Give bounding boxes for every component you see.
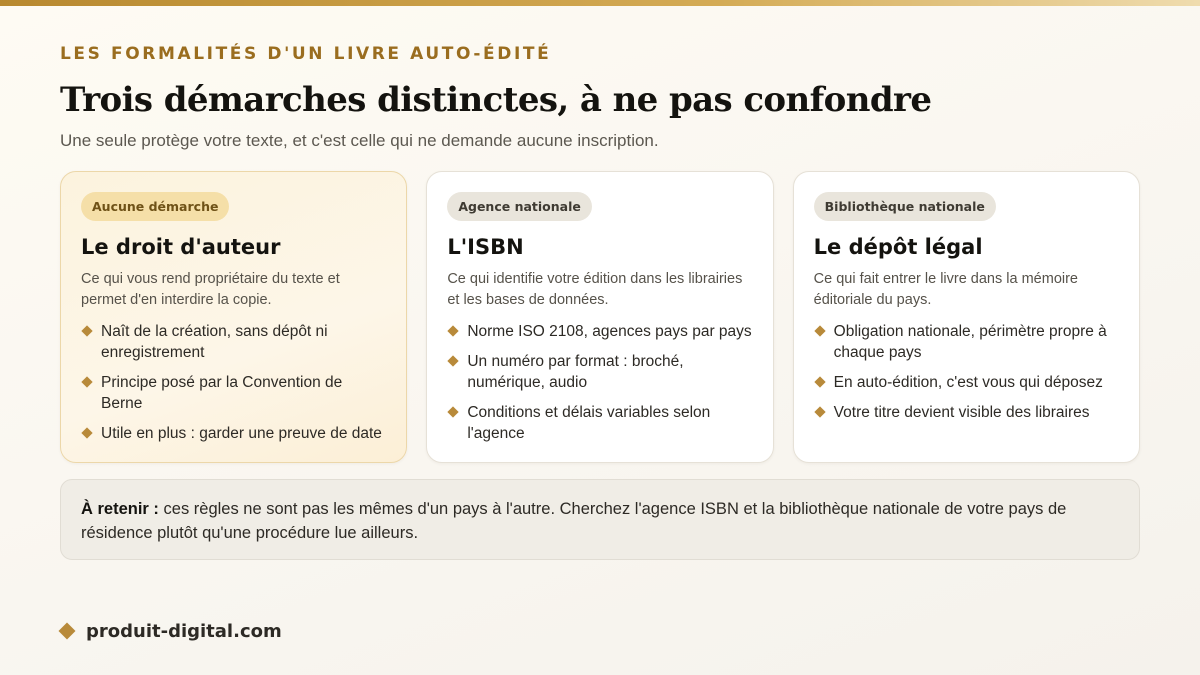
footer-brand xyxy=(60,619,282,643)
card-badge: Aucune démarche xyxy=(81,192,229,221)
note-label: À retenir : xyxy=(81,500,159,518)
card-description: Ce qui identifie votre édition dans les librairies et les bases de données. xyxy=(447,271,743,308)
bullet-text: Conditions et délais variables selon l'agence xyxy=(467,404,711,442)
brand-name: produit-digital.com xyxy=(86,620,282,642)
bullet-text: En auto-édition, c'est vous qui déposez xyxy=(833,374,1103,391)
card-title: Le dépôt légal xyxy=(813,235,983,259)
card-title: Le droit d'auteur xyxy=(81,235,281,259)
card-droit-auteur xyxy=(60,171,407,463)
top-accent-bar xyxy=(0,0,1200,6)
diamond-bullet-icon xyxy=(814,406,825,417)
card-bullet-list xyxy=(81,321,386,444)
bullet-item xyxy=(447,402,752,444)
bullet-text: Obligation nationale, périmètre propre à chaque pays xyxy=(833,323,1107,361)
bullet-item xyxy=(814,372,1119,393)
bullet-text: Naît de la création, sans dépôt ni enregistrement xyxy=(101,323,328,361)
diamond-bullet-icon xyxy=(81,325,92,336)
diamond-logo-icon xyxy=(59,623,76,640)
bullet-item xyxy=(447,351,752,393)
diamond-bullet-icon xyxy=(81,376,92,387)
card-description: Ce qui vous rend propriétaire du texte et permet d'en interdire la copie. xyxy=(81,271,340,308)
page-title: Trois démarches distinctes, à ne pas confondre xyxy=(60,80,932,120)
bullet-item xyxy=(447,321,752,342)
reminder-note xyxy=(60,479,1140,560)
bullet-text: Norme ISO 2108, agences pays par pays xyxy=(467,323,752,340)
diamond-bullet-icon xyxy=(81,427,92,438)
eyebrow-label: LES FORMALITÉS D'UN LIVRE AUTO-ÉDITÉ xyxy=(60,44,552,64)
diamond-bullet-icon xyxy=(814,325,825,336)
bullet-item xyxy=(81,321,386,363)
bullet-text: Utile en plus : garder une preuve de date xyxy=(101,425,382,442)
card-description: Ce qui fait entrer le livre dans la mémoire éditoriale du pays. xyxy=(813,271,1078,308)
bullet-text: Un numéro par format : broché, numérique, audio xyxy=(467,353,684,391)
card-isbn xyxy=(426,171,773,463)
card-bullet-list xyxy=(447,321,752,444)
card-badge: Bibliothèque nationale xyxy=(814,192,996,221)
note-text: ces règles ne sont pas les mêmes d'un pays à l'autre. Cherchez l'agence ISBN et la bibliothèque nationale de votre pays de résidence plutôt qu'une procédure lue ailleurs. xyxy=(81,500,1067,542)
bullet-item xyxy=(814,321,1119,363)
diamond-bullet-icon xyxy=(448,406,459,417)
cards-row xyxy=(60,171,1140,463)
card-title: L'ISBN xyxy=(447,235,524,259)
card-bullet-list xyxy=(814,321,1119,423)
bullet-item xyxy=(814,402,1119,423)
page-subtitle: Une seule protège votre texte, et c'est celle qui ne demande aucune inscription. xyxy=(60,131,659,150)
diamond-bullet-icon xyxy=(448,355,459,366)
diamond-bullet-icon xyxy=(814,376,825,387)
bullet-text: Votre titre devient visible des libraires xyxy=(833,404,1090,421)
bullet-text: Principe posé par la Convention de Berne xyxy=(101,374,343,412)
bullet-item xyxy=(81,423,386,444)
card-badge: Agence nationale xyxy=(447,192,592,221)
card-depot-legal xyxy=(793,171,1140,463)
bullet-item xyxy=(81,372,386,414)
diamond-bullet-icon xyxy=(448,325,459,336)
